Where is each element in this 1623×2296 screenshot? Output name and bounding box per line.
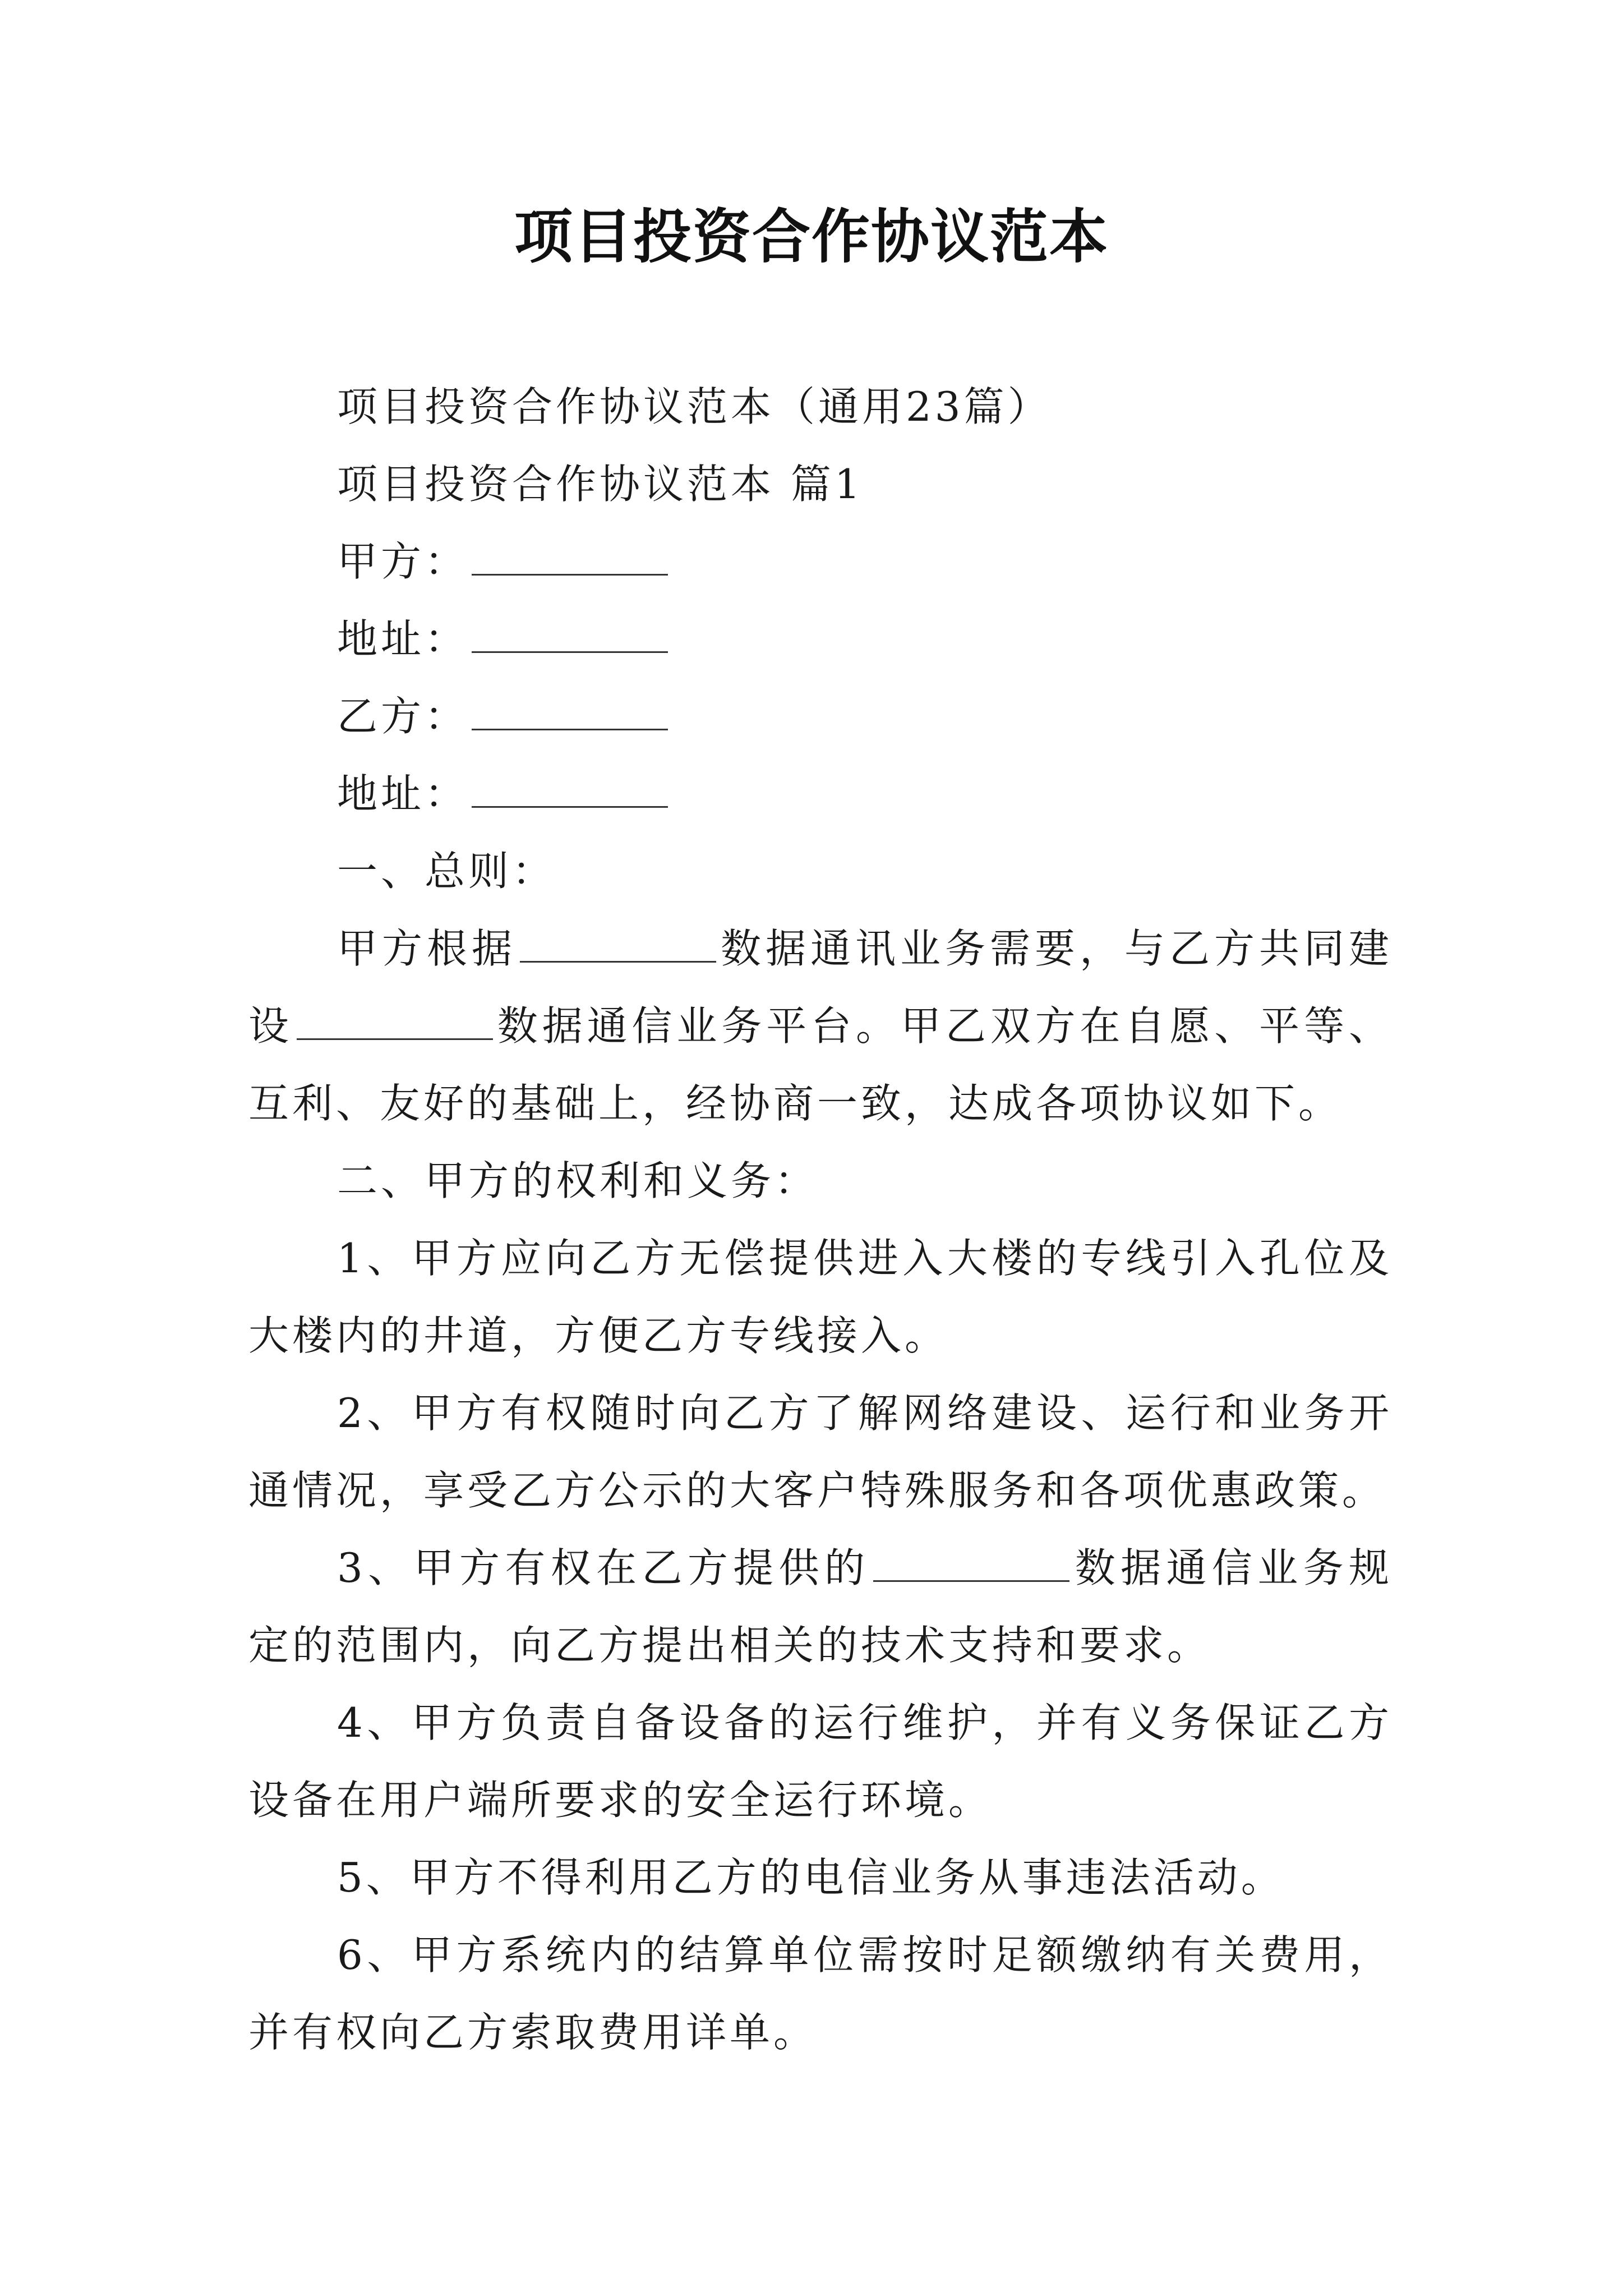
clause-item-1: 1、甲方应向乙方无偿提供进入大楼的专线引入孔位及大楼内的井道，方便乙方专线接入。 bbox=[248, 1235, 1393, 1359]
party-b-address-label: 地址： bbox=[337, 770, 469, 817]
general-text-3: 数据通信业务平台。甲乙双方在自愿、平等、互利、友好的基础上，经协商一致，达成各项协议如下。 bbox=[248, 1002, 1393, 1127]
clause-item-3-text-2: 数据通信业务规定的范围内，向乙方提出相关的技术支持和要求。 bbox=[248, 1544, 1393, 1669]
general-heading: 一、总则： bbox=[337, 848, 556, 895]
general-blank-2 bbox=[297, 1005, 493, 1040]
party-a-label: 甲方： bbox=[337, 538, 469, 585]
document-body bbox=[248, 368, 1393, 2071]
clause-item-2: 2、甲方有权随时向乙方了解网络建设、运行和业务开通情况，享受乙方公示的大客户特殊服务和各项优惠政策。 bbox=[248, 1389, 1393, 1514]
party-a-address-label: 地址： bbox=[337, 615, 469, 662]
general-paragraph bbox=[248, 910, 1393, 1142]
party-a-address-field bbox=[248, 600, 1393, 678]
clause-item-3-text-1: 3、甲方有权在乙方提供的 bbox=[337, 1544, 870, 1591]
general-text-1: 甲方根据 bbox=[337, 925, 517, 972]
party-a-address-blank bbox=[472, 618, 668, 653]
party-b-field bbox=[248, 678, 1393, 755]
party-a-blank bbox=[472, 540, 668, 576]
party-b-address-field bbox=[248, 755, 1393, 832]
clause-item-6: 6、甲方系统内的结算单位需按时足额缴纳有关费用，并有权向乙方索取费用详单。 bbox=[248, 1931, 1393, 2056]
document-subtitle: 项目投资合作协议范本（通用23篇） bbox=[337, 383, 1052, 430]
clause-item-5: 5、甲方不得利用乙方的电信业务从事违法活动。 bbox=[337, 1854, 1285, 1901]
section-heading: 项目投资合作协议范本 篇1 bbox=[337, 461, 864, 508]
clause-item-4: 4、甲方负责自备设备的运行维护，并有义务保证乙方设备在用户端所要求的安全运行环境。 bbox=[248, 1699, 1393, 1824]
rights-heading: 二、甲方的权利和义务： bbox=[337, 1157, 819, 1204]
general-blank-1 bbox=[520, 927, 716, 963]
clause-item-3 bbox=[248, 1529, 1393, 1684]
party-b-address-blank bbox=[472, 772, 668, 808]
party-b-label: 乙方： bbox=[337, 693, 469, 740]
document-title: 项目投资合作协议范本 bbox=[514, 203, 1109, 271]
clause-item-3-blank bbox=[873, 1547, 1069, 1582]
party-a-field bbox=[248, 523, 1393, 600]
party-b-blank bbox=[472, 695, 668, 730]
general-text-2: 数据通讯业务需要，与乙方共同建设 bbox=[248, 925, 1393, 1050]
